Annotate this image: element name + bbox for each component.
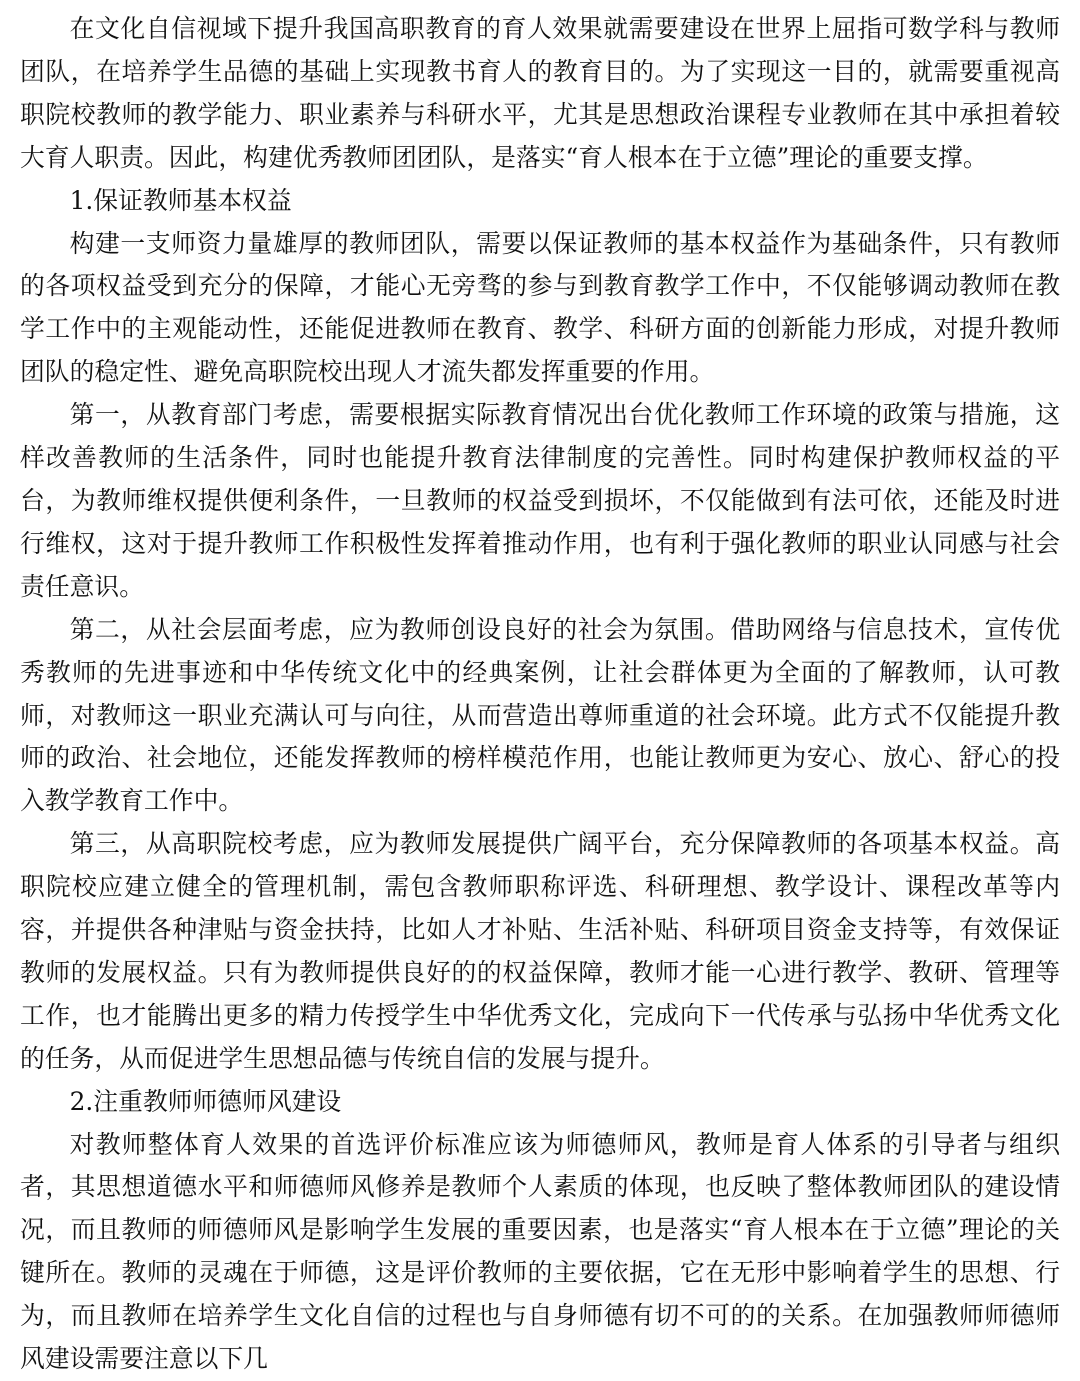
section-heading-ethics: 2.注重教师师德师风建设 xyxy=(69,1086,342,1116)
paragraph-rights-third: 第三，从高职院校考虑，应为教师发展提供广阔平台，充分保障教师的各项基本权益。高职院校应建立健全的管理机制，需包含教师职称评选、科研理想、教学设计、课程改革等内容，并提供各种津贴与资金扶持，比如人才补贴、生活补贴、科研项目资金支持等，有效保证教师的发展权益。只有为教师提供良好的的权益保障，教师才能一心进行教学、教研、管理等工作，也才能腾出更多的精力传授学生中华优秀文化，完成向下一代传承与弘扬中华优秀文化的任务，从而促进学生思想品德与传统自信的发展与提升。 xyxy=(20,829,1060,1073)
paragraph-ethics: 对教师整体育人效果的首选评价标准应该为师德师风，教师是育人体系的引导者与组织者，其思想道德水平和师德师风修养是教师个人素质的体现，也反映了整体教师团队的建设情况，而且教师的师德师风是影响学生发展的重要因素，也是落实“育人根本在于立德”理论的关键所在。教师的灵魂在于师德，这是评价教师的主要依据，它在无形中影响着学生的思想、行为，而且教师在培养学生文化自信的过程也与自身师德有切不可的的关系。在加强教师师德师风建设需要注意以下几 xyxy=(20,1129,1060,1374)
paragraph-intro: 在文化自信视域下提升我国高职教育的育人效果就需要建设在世界上屈指可数学科与教师团队，在培养学生品德的基础上实现教书育人的教育目的。为了实现这一目的，就需要重视高职院校教师的教学能力、职业素养与科研水平，尤其是思想政治课程专业教师在其中承担着较大育人职责。因此，构建优秀教师团团队，是落实“育人根本在于立德”理论的重要支撑。 xyxy=(20,14,1060,172)
paragraph-rights-first: 第一，从教育部门考虑，需要根据实际教育情况出台优化教师工作环境的政策与措施，这样改善教师的生活条件，同时也能提升教育法律制度的完善性。同时构建保护教师权益的平台，为教师维权提供便利条件，一旦教师的权益受到损坏，不仅能做到有法可依，还能及时进行维权，这对于提升教师工作积极性发挥着推动作用，也有利于强化教师的职业认同感与社会责任意识。 xyxy=(20,400,1060,601)
document-page xyxy=(20,8,1060,1381)
paragraph-rights-overview: 构建一支师资力量雄厚的教师团队，需要以保证教师的基本权益作为基础条件，只有教师的各项权益受到充分的保障，才能心无旁骛的参与到教育教学工作中，不仅能够调动教师在教学工作中的主观能动性，还能促进教师在教育、教学、科研方面的创新能力形成，对提升教师团队的稳定性、避免高职院校出现人才流失都发挥重要的作用。 xyxy=(20,228,1060,387)
section-heading-rights: 1.保证教师基本权益 xyxy=(69,185,292,215)
paragraph-rights-second: 第二，从社会层面考虑，应为教师创设良好的社会为氛围。借助网络与信息技术，宣传优秀教师的先进事迹和中华传统文化中的经典案例，让社会群体更为全面的了解教师，认可教师，对教师这一职业充满认可与向往，从而营造出尊师重道的社会环境。此方式不仅能提升教师的政治、社会地位，还能发挥教师的榜样模范作用，也能让教师更为安心、放心、舒心的投入教学教育工作中。 xyxy=(20,614,1060,816)
